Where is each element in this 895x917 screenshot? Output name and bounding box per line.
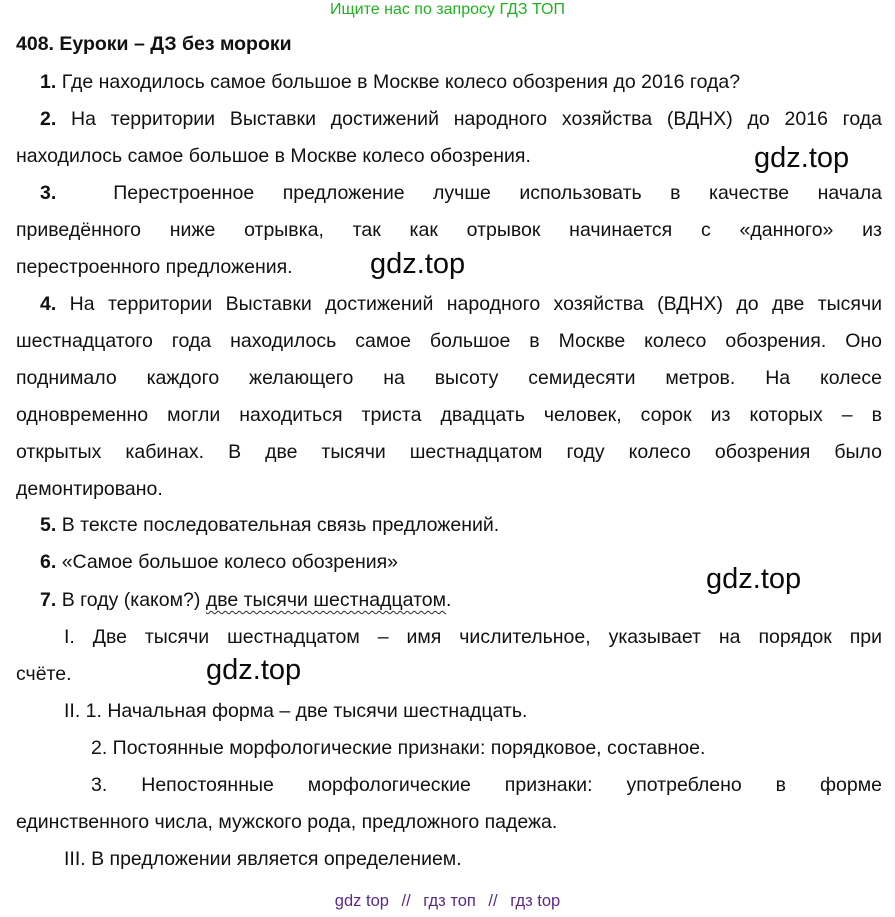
footer-separator: // [488, 892, 498, 910]
answer-4-line-3: поднимало каждого желающего на высоту семидесяти метров. На колесе [16, 367, 882, 389]
watermark: gdz.top [206, 654, 302, 686]
answer-3-line-3: перестроенного предложения. [16, 256, 293, 278]
parse-ii-2: 2. Постоянные морфологические признаки: порядковое, составное. [91, 737, 706, 759]
answer-6 [40, 551, 398, 574]
answer-4-line-4: одновременно могли находиться триста двадцать человек, сорок из которых – в [16, 404, 882, 426]
answer-number: 7. [40, 589, 57, 611]
footer-link-gdz-top[interactable]: gdz top [334, 892, 389, 910]
answer-4-line-2: шестнадцатого года находилось самое большое в Москве колесо обозрения. Оно [16, 330, 882, 352]
answer-number: 4. [40, 293, 57, 315]
parse-iii: III. В предложении является определением. [64, 848, 462, 870]
underlined-numeral: две тысячи шестнадцатом [205, 589, 447, 611]
answer-7 [40, 589, 451, 612]
answer-text: Перестроенное предложение лучше использовать в качестве начала [113, 182, 882, 204]
footer-separator: // [401, 892, 411, 910]
parse-ii-3-line-1: 3. Непостоянные морфологические признаки: употреблено в форме [91, 774, 882, 796]
answer-number: 3. [40, 182, 57, 204]
answer-4-line-5: открытых кабинах. В две тысячи шестнадцатом году колесо обозрения было [16, 441, 882, 463]
parse-ii-3-line-2: единственного числа, мужского рода, предложного падежа. [16, 811, 558, 833]
exercise-title: 408. Еуроки – ДЗ без мороки [16, 33, 292, 55]
footer-link-gdz-top-ru[interactable]: гдз топ [423, 892, 476, 910]
watermark: gdz.top [370, 248, 466, 280]
answer-text: В тексте последовательная связь предложений. [61, 514, 500, 536]
answer-text: В году (каком?) [61, 589, 201, 611]
answer-text: На территории Выставки достижений народного хозяйства (ВДНХ) до 2016 года [71, 108, 883, 130]
answer-number: 1. [40, 71, 57, 93]
answer-4-line-1 [40, 293, 882, 316]
answer-1 [40, 71, 740, 94]
footer-links [0, 892, 895, 911]
answer-text: «Самое большое колесо обозрения» [61, 551, 399, 573]
answer-text: На территории Выставки достижений народного хозяйства (ВДНХ) до две тысячи [69, 293, 883, 315]
answer-3-line-1 [40, 182, 882, 205]
answer-2-line-2: находилось самое большое в Москве колесо обозрения. [16, 145, 531, 167]
answer-5 [40, 514, 499, 537]
parse-i-line-1: I. Две тысячи шестнадцатом – имя числительное, указывает на порядок при [64, 626, 882, 648]
answer-number: 2. [40, 108, 57, 130]
watermark: gdz.top [706, 563, 802, 595]
parse-i-line-2: счёте. [16, 663, 72, 685]
answer-2-line-1 [40, 108, 882, 131]
answer-3-line-2: приведённого ниже отрывка, так как отрывок начинается с «данного» из [16, 219, 882, 241]
parse-ii-1: II. 1. Начальная форма – две тысячи шестнадцать. [64, 700, 528, 722]
answer-number: 5. [40, 514, 57, 536]
answer-text: Где находилось самое большое в Москве колесо обозрения до 2016 года? [61, 71, 741, 93]
watermark: gdz.top [754, 142, 850, 174]
answer-4-line-6: демонтировано. [16, 478, 163, 500]
answer-period: . [446, 589, 452, 611]
search-hint-link[interactable]: Ищите нас по запросу ГДЗ ТОП [330, 1, 565, 18]
answer-number: 6. [40, 551, 57, 573]
footer-link-gdz-top-mixed[interactable]: гдз top [510, 892, 561, 910]
